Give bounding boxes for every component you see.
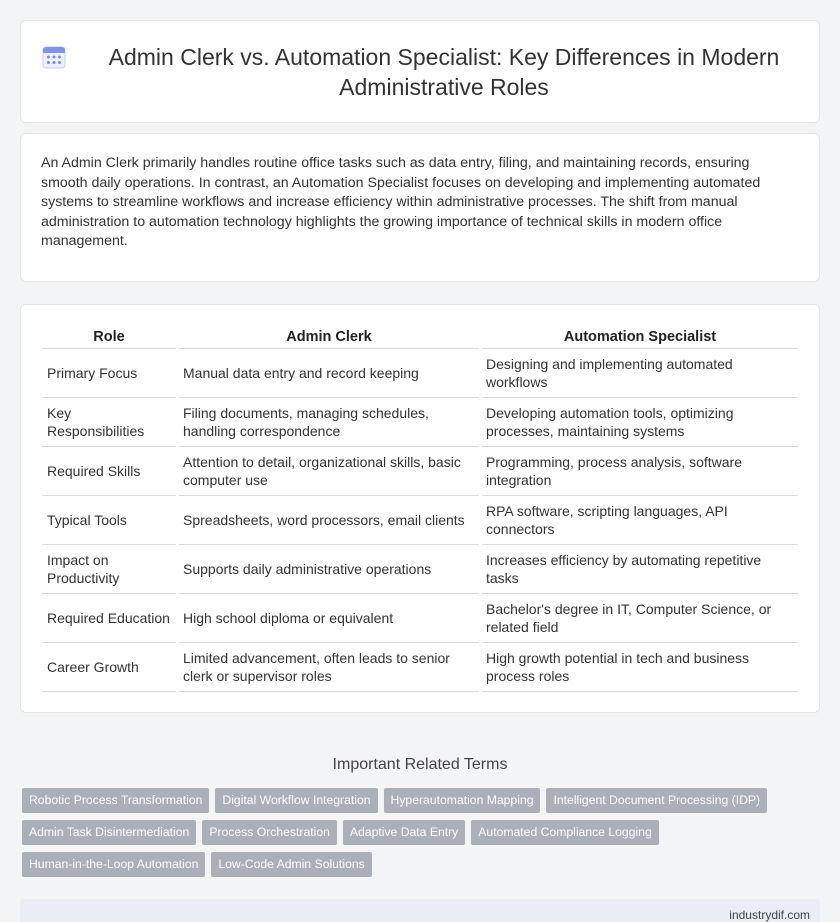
table-header-row: [42, 327, 798, 349]
admin-clerk-cell: Supports daily administrative operations: [179, 545, 479, 594]
header-role: Role: [42, 327, 176, 349]
related-term-tag[interactable]: Human-in-the-Loop Automation: [22, 852, 205, 877]
row-label: Career Growth: [42, 643, 176, 692]
related-term-tag[interactable]: Low-Code Admin Solutions: [211, 852, 371, 877]
automation-specialist-cell: Bachelor's degree in IT, Computer Science, or related field: [482, 594, 798, 643]
admin-clerk-cell: Manual data entry and record keeping: [179, 349, 479, 398]
title-card: [20, 20, 820, 123]
related-terms-heading: Important Related Terms: [332, 756, 508, 773]
related-term-tag[interactable]: Admin Task Disintermediation: [22, 820, 196, 845]
automation-specialist-cell: High growth potential in tech and business process roles: [482, 643, 798, 692]
row-label: Typical Tools: [42, 496, 176, 545]
table-row: [42, 643, 798, 692]
row-label: Key Responsibilities: [42, 398, 176, 447]
related-term-tag[interactable]: Adaptive Data Entry: [343, 820, 465, 845]
related-term-tag[interactable]: Intelligent Document Processing (IDP): [546, 788, 767, 813]
table-row: [42, 447, 798, 496]
title-wrap: [41, 42, 799, 102]
related-term-tag[interactable]: Process Orchestration: [202, 820, 337, 845]
admin-clerk-cell: Spreadsheets, word processors, email clients: [179, 496, 479, 545]
row-label: Required Education: [42, 594, 176, 643]
admin-clerk-cell: Filing documents, managing schedules, handling correspondence: [179, 398, 479, 447]
intro-card: [20, 133, 820, 282]
row-label: Primary Focus: [42, 349, 176, 398]
footer: [20, 899, 820, 922]
related-term-tag[interactable]: Hyperautomation Mapping: [384, 788, 541, 813]
automation-specialist-cell: Developing automation tools, optimizing processes, maintaining systems: [482, 398, 798, 447]
table-row: [42, 496, 798, 545]
admin-clerk-cell: Limited advancement, often leads to senior clerk or supervisor roles: [179, 643, 479, 692]
related-terms-tags: [22, 788, 820, 884]
admin-clerk-cell: High school diploma or equivalent: [179, 594, 479, 643]
footer-site-link[interactable]: industrydif.com: [729, 908, 810, 922]
comparison-table-card: [20, 304, 820, 713]
header-automation-specialist: Automation Specialist: [482, 327, 798, 349]
row-label: Impact on Productivity: [42, 545, 176, 594]
table-row: [42, 349, 798, 398]
calendar-icon: [41, 44, 67, 70]
automation-specialist-cell: Designing and implementing automated workflows: [482, 349, 798, 398]
header-admin-clerk: Admin Clerk: [179, 327, 479, 349]
page-title: Admin Clerk vs. Automation Specialist: Key Differences in Modern Administrative Roles: [108, 43, 780, 100]
admin-clerk-cell: Attention to detail, organizational skills, basic computer use: [179, 447, 479, 496]
related-term-tag[interactable]: Digital Workflow Integration: [215, 788, 377, 813]
table-row: [42, 594, 798, 643]
comparison-table: [39, 327, 801, 692]
table-row: [42, 398, 798, 447]
row-label: Required Skills: [42, 447, 176, 496]
automation-specialist-cell: Increases efficiency by automating repetitive tasks: [482, 545, 798, 594]
related-term-tag[interactable]: Automated Compliance Logging: [471, 820, 658, 845]
automation-specialist-cell: Programming, process analysis, software integration: [482, 447, 798, 496]
table-row: [42, 545, 798, 594]
intro-paragraph: An Admin Clerk primarily handles routine office tasks such as data entry, filing, and maintaining records, ensuring smooth daily operations. In contrast, an Automation Specialist focuses on developing and implementing automated systems to streamline workflows and increase efficiency within administrative processes. The shift from manual administration to automation technology highlights the growing importance of technical skills in modern office management.: [41, 155, 761, 250]
automation-specialist-cell: RPA software, scripting languages, API connectors: [482, 496, 798, 545]
related-term-tag[interactable]: Robotic Process Transformation: [22, 788, 209, 813]
